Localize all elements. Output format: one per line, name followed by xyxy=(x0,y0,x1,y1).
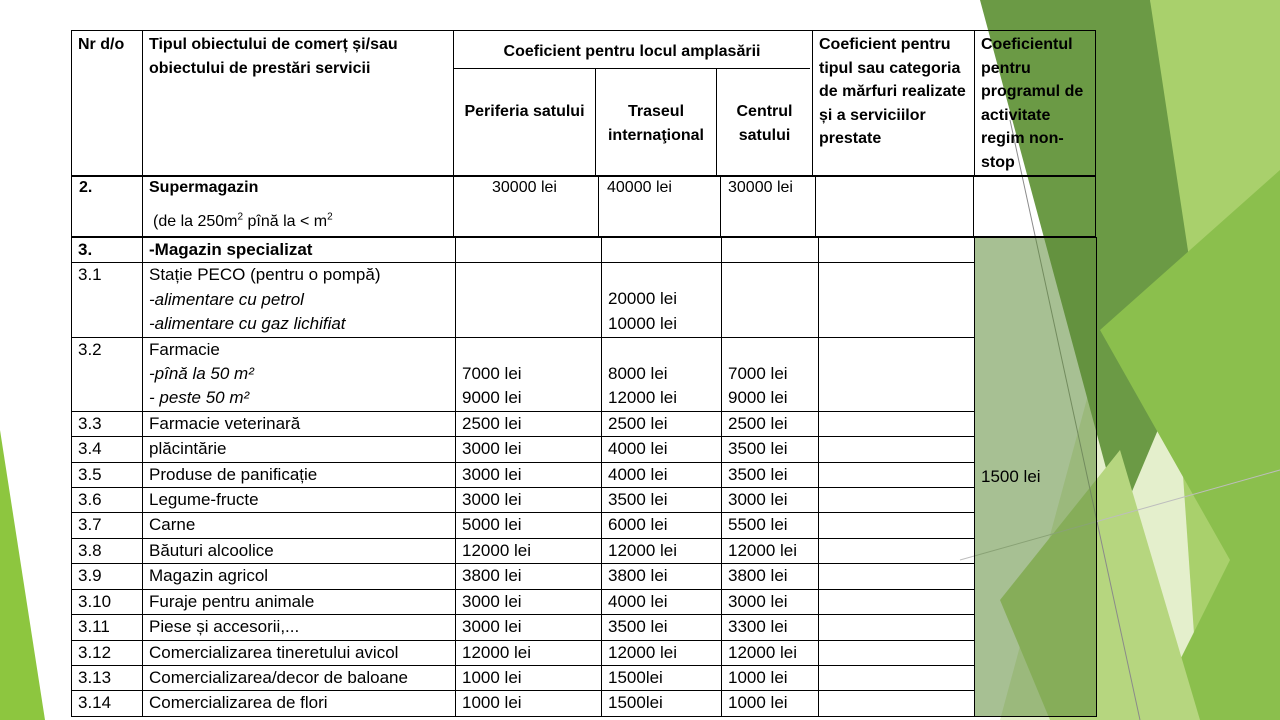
row-name-text: Farmacie xyxy=(149,339,220,359)
value-periphery: 12000 lei xyxy=(456,640,602,665)
header-location-group: Coeficient pentru locul amplasării xyxy=(503,43,761,60)
border xyxy=(598,176,599,237)
row-nr: 3.4 xyxy=(72,437,143,462)
empty-cell xyxy=(819,337,975,411)
empty-cell xyxy=(819,488,975,513)
row-nr: 3.14 xyxy=(72,691,143,716)
note-sup: 2 xyxy=(237,211,244,223)
value-route: 1500lei xyxy=(602,691,722,716)
border xyxy=(973,176,974,237)
row-nr: 2. xyxy=(79,179,93,196)
border xyxy=(453,176,454,237)
table-row xyxy=(72,337,1097,411)
section-header-row xyxy=(72,238,1097,263)
row-name-text: Farmacie veterinară xyxy=(149,413,301,433)
border xyxy=(71,176,72,237)
empty-cell xyxy=(819,513,975,538)
decor-left-triangle xyxy=(0,430,45,720)
value-center: 3500 lei xyxy=(722,437,819,462)
row-subitem: -alimentare cu gaz lichifiat xyxy=(149,314,346,334)
row-name-text: Comercializarea/decor de baloane xyxy=(149,667,408,687)
value-periphery: 3000 lei xyxy=(456,488,602,513)
row-nr: 3.12 xyxy=(72,640,143,665)
value-center: 2500 lei xyxy=(722,411,819,436)
value-periphery: 1000 lei xyxy=(456,665,602,690)
header-periphery: Periferia satului xyxy=(464,103,585,120)
table-row xyxy=(72,538,1097,563)
value-periphery: 3000 lei xyxy=(456,462,602,487)
value-center: 1000 lei xyxy=(722,665,819,690)
row-name-text: Băuturi alcoolice xyxy=(149,540,274,560)
empty-cell xyxy=(819,462,975,487)
value-periphery: 7000 lei 9000 lei xyxy=(456,337,602,411)
value-route: 4000 lei xyxy=(602,589,722,614)
section-title: -Magazin specializat xyxy=(143,238,456,263)
row-nr: 3.5 xyxy=(72,462,143,487)
row-name xyxy=(143,337,456,411)
empty-cell xyxy=(819,538,975,563)
row-name xyxy=(143,564,456,589)
value-center: 3000 lei xyxy=(722,589,819,614)
empty-cell xyxy=(456,238,602,263)
empty-cell xyxy=(819,640,975,665)
value-periphery: 12000 lei xyxy=(456,538,602,563)
value-route: 2500 lei xyxy=(602,411,722,436)
value-route: 6000 lei xyxy=(602,513,722,538)
value-route: 3500 lei xyxy=(602,488,722,513)
table-row xyxy=(72,488,1097,513)
row-name-text: Carne xyxy=(149,515,196,535)
value-center xyxy=(722,263,819,337)
row-nr: 3.13 xyxy=(72,665,143,690)
value-center: 7000 lei 9000 lei xyxy=(722,337,819,411)
note-part: (de la 250m xyxy=(153,213,238,230)
header-center: Centrul satului xyxy=(736,103,793,144)
row-name xyxy=(143,488,456,513)
row-nr: 3.8 xyxy=(72,538,143,563)
row-nr: 3.10 xyxy=(72,589,143,614)
table-row xyxy=(72,615,1097,640)
empty-cell xyxy=(819,411,975,436)
value-route: 4000 lei xyxy=(602,437,722,462)
value-route: 12000 lei xyxy=(602,538,722,563)
empty-cell xyxy=(819,665,975,690)
header-nonstop-coefficient: Coeficientul pentru programul de activitate regim non-stop xyxy=(981,36,1084,171)
value-periphery: 3000 lei xyxy=(456,589,602,614)
table-header xyxy=(71,30,1096,176)
row-name xyxy=(143,513,456,538)
row-name xyxy=(143,615,456,640)
row-name-text: Comercializarea tineretului avicol xyxy=(149,642,399,662)
value-center: 5500 lei xyxy=(722,513,819,538)
value-center: 3300 lei xyxy=(722,615,819,640)
row-name xyxy=(143,640,456,665)
row-title: Supermagazin xyxy=(149,179,259,196)
border xyxy=(453,68,810,69)
row-name-text: Comercializarea de flori xyxy=(149,693,328,713)
value-center: 3500 lei xyxy=(722,462,819,487)
value-periphery: 3000 lei xyxy=(456,437,602,462)
value-periphery: 3000 lei xyxy=(456,615,602,640)
table-row xyxy=(72,564,1097,589)
row-name xyxy=(143,538,456,563)
empty-cell xyxy=(819,589,975,614)
row-name-text: Legume-fructe xyxy=(149,490,259,510)
row-subitem: -alimentare cu petrol xyxy=(149,289,304,309)
empty-cell xyxy=(819,615,975,640)
empty-cell xyxy=(819,238,975,263)
row-subitem: -pînă la 50 m² xyxy=(149,364,254,384)
value-center: 12000 lei xyxy=(722,538,819,563)
row-name xyxy=(143,589,456,614)
value-route: 3800 lei xyxy=(602,564,722,589)
empty-cell xyxy=(602,238,722,263)
empty-cell xyxy=(819,263,975,337)
table-row xyxy=(72,640,1097,665)
border xyxy=(1095,30,1096,176)
table-row xyxy=(72,462,1097,487)
row-name xyxy=(143,665,456,690)
empty-cell xyxy=(819,564,975,589)
row-name xyxy=(143,263,456,337)
border xyxy=(142,176,143,237)
row-name xyxy=(143,691,456,716)
value-route: 3500 lei xyxy=(602,615,722,640)
value-periphery: 3800 lei xyxy=(456,564,602,589)
nonstop-value-cell: 1500 lei xyxy=(975,238,1097,717)
note-sup: 2 xyxy=(327,211,333,223)
table-row xyxy=(72,437,1097,462)
value-center: 12000 lei xyxy=(722,640,819,665)
empty-cell xyxy=(819,691,975,716)
value-periphery: 5000 lei xyxy=(456,513,602,538)
value-route: 8000 lei 12000 lei xyxy=(602,337,722,411)
value-periphery: 1000 lei xyxy=(456,691,602,716)
table-row xyxy=(72,513,1097,538)
row-nr: 3.7 xyxy=(72,513,143,538)
value-periphery: 2500 lei xyxy=(456,411,602,436)
row-name xyxy=(143,411,456,436)
empty-cell xyxy=(722,238,819,263)
border xyxy=(1095,176,1096,237)
row-nr: 3.1 xyxy=(72,263,143,337)
table-row xyxy=(72,665,1097,690)
empty-cell xyxy=(819,437,975,462)
row-nr: 3.2 xyxy=(72,337,143,411)
section-3-table xyxy=(71,237,1097,717)
value-route: 40000 lei xyxy=(607,179,672,196)
border xyxy=(815,176,816,237)
header-goods-coefficient: Coeficient pentru tipul sau categoria de mărfuri realizate și a serviciilor prestate xyxy=(819,36,966,147)
row-nr: 3.6 xyxy=(72,488,143,513)
row-name xyxy=(143,437,456,462)
value-periphery: 30000 lei xyxy=(492,179,557,196)
value-route: 12000 lei xyxy=(602,640,722,665)
row-note xyxy=(153,210,333,233)
row-name-text: Piese și accesorii,... xyxy=(149,617,300,637)
section-nr: 3. xyxy=(72,238,143,263)
header-route: Traseul internaţional xyxy=(607,103,704,144)
value-periphery xyxy=(456,263,602,337)
table-row xyxy=(72,691,1097,716)
table-row xyxy=(72,263,1097,337)
value-center: 30000 lei xyxy=(728,179,793,196)
row-name-text: Stație PECO (pentru o pompă) xyxy=(149,265,381,285)
row-nr: 3.3 xyxy=(72,411,143,436)
value-route: 20000 lei 10000 lei xyxy=(602,263,722,337)
row-nr: 3.9 xyxy=(72,564,143,589)
row-name-text: Produse de panificație xyxy=(149,464,318,484)
border xyxy=(720,176,721,237)
value-center: 1000 lei xyxy=(722,691,819,716)
row-name-text: Magazin agricol xyxy=(149,566,269,586)
value-center: 3800 lei xyxy=(722,564,819,589)
header-type: Tipul obiectului de comerț și/sau obiectului de prestări servicii xyxy=(149,36,398,77)
row-subitem: - peste 50 m² xyxy=(149,388,250,408)
row-nr: 3.11 xyxy=(72,615,143,640)
note-part: pînă la < m xyxy=(243,213,328,230)
value-center: 3000 lei xyxy=(722,488,819,513)
row-supermagazin xyxy=(71,176,1096,237)
table-row xyxy=(72,411,1097,436)
value-route: 4000 lei xyxy=(602,462,722,487)
table-row xyxy=(72,589,1097,614)
row-name-text: Furaje pentru animale xyxy=(149,591,315,611)
row-name xyxy=(143,462,456,487)
row-name-text: plăcintărie xyxy=(149,439,227,459)
value-route: 1500lei xyxy=(602,665,722,690)
header-nr: Nr d/o xyxy=(78,36,125,53)
